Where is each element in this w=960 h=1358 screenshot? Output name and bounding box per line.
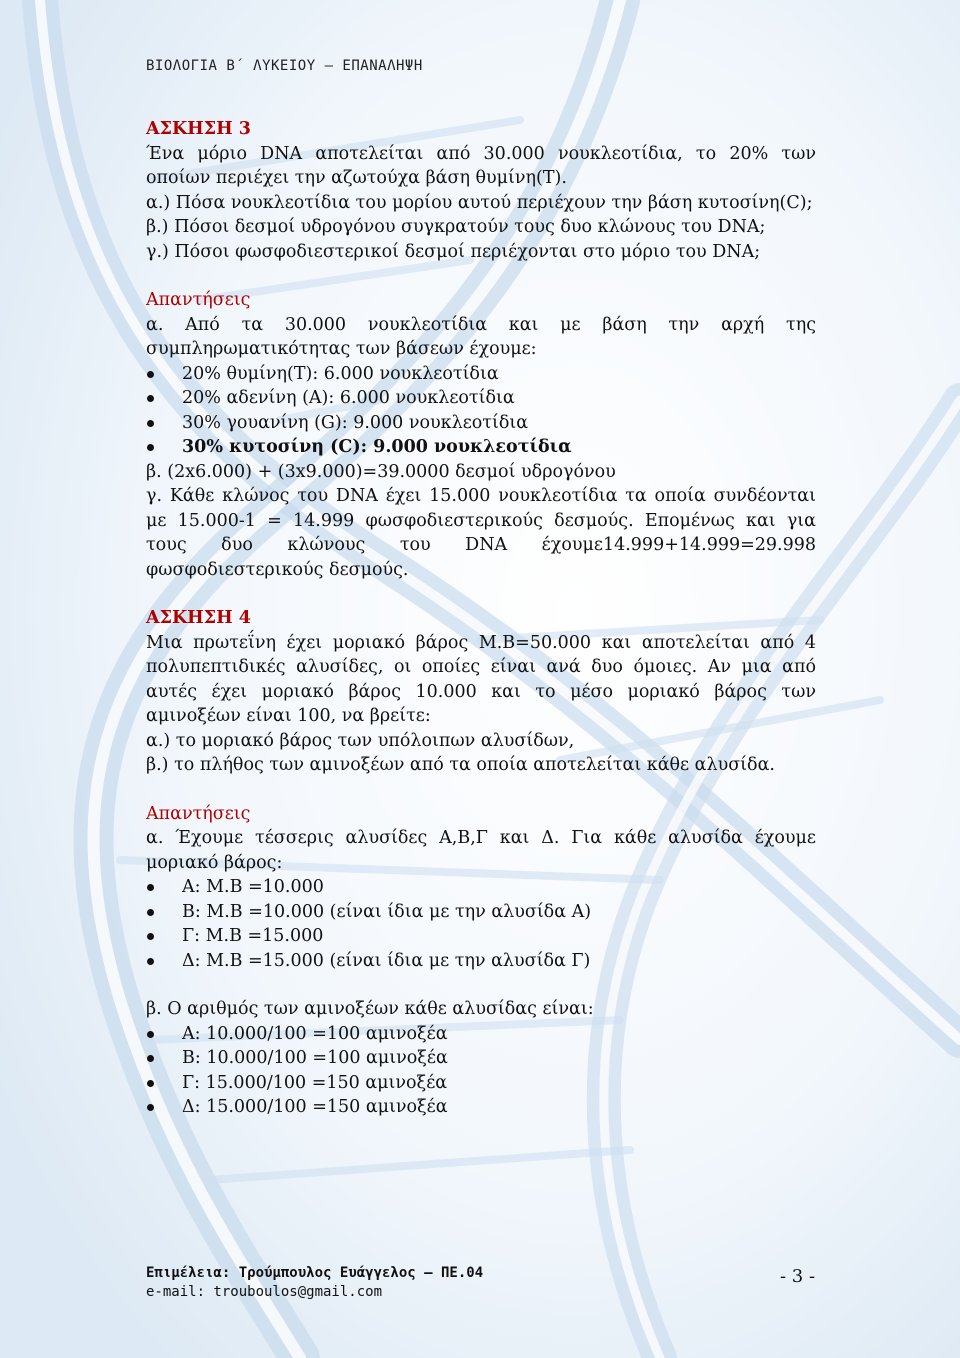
list-item: Α: 10.000/100 =100 αμινοξέα [146, 1022, 816, 1047]
exercise-4-question-a: α.) το μοριακό βάρος των υπόλοιπων αλυσίδων, [146, 730, 575, 751]
document-content [146, 117, 816, 1120]
exercise-4-intro: Μια πρωτεΐνη έχει μοριακό βάρος Μ.Β=50.000 και αποτελείται από 4 πολυπεπτιδικές αλυσίδες, οι οποίες είναι ανά δυο όμοιες. Αν μια από αυτές έχει μοριακό βάρος 10.000 και το μέσο μοριακό βάρος των αμινοξέων είναι 100, να βρείτε: [146, 632, 816, 726]
list-item: Γ: 15.000/100 =150 αμινοξέα [146, 1071, 816, 1096]
exercise-4-answer-b: β. Ο αριθμός των αμινοξέων κάθε αλυσίδας είναι: [146, 999, 594, 1019]
exercise-3-question-a: α.) Πόσα νουκλεοτίδια του μορίου αυτού περιέχουν την βάση κυτοσίνη(C); [146, 192, 813, 213]
list-item: 20% αδενίνη (Α): 6.000 νουκλεοτίδια [146, 386, 816, 411]
exercise-3-answers-heading: Απαντήσεις [146, 290, 251, 310]
list-item: 20% θυμίνη(T): 6.000 νουκλεοτίδια [146, 362, 816, 387]
exercise-4 [146, 606, 816, 1120]
exercise-3-intro: Ένα μόριο DNA αποτελείται από 30.000 νουκλεοτίδια, το 20% των οποίων περιέχει την αζωτούχα βάση θυμίνη(Τ). [146, 143, 816, 188]
page-number: - 3 - [780, 1266, 816, 1287]
exercise-3-title: ΑΣΚΗΣΗ 3 [146, 119, 251, 139]
list-item: Α: Μ.Β =10.000 [146, 875, 816, 900]
footer-author: Επιμέλεια: Τρούμπουλος Ευάγγελος – ΠΕ.04 [146, 1265, 484, 1281]
exercise-3 [146, 117, 816, 582]
list-item: Β: 10.000/100 =100 αμινοξέα [146, 1046, 816, 1071]
page-footer [146, 1264, 483, 1302]
exercise-4-answer-a: α. Έχουμε τέσσερις αλυσίδες Α,Β,Γ και Δ. Για κάθε αλυσίδα έχουμε μοριακό βάρος: [146, 828, 816, 873]
amino-count-list [146, 1022, 816, 1120]
list-item: Γ: Μ.Β =15.000 [146, 924, 816, 949]
exercise-3-question-c: γ.) Πόσοι φωσφοδιεστερικοί δεσμοί περιέχονται στο μόριο του DNA; [146, 241, 761, 262]
exercise-3-answer-b: β. (2x6.000) + (3x9.000)=39.0000 δεσμοί υδρογόνου [146, 461, 616, 482]
page-header: ΒΙΟΛΟΓΙΑ Β΄ ΛΥΚΕΙΟΥ – ΕΠΑΝΑΛΗΨΗ [146, 58, 423, 74]
exercise-4-question-b: β.) το πλήθος των αμινοξέων από τα οποία αποτελείται κάθε αλυσίδα. [146, 755, 775, 775]
list-item: Δ: 15.000/100 =150 αμινοξέα [146, 1095, 816, 1120]
footer-email: e-mail: trouboulos@gmail.com [146, 1284, 383, 1300]
list-item: 30% κυτοσίνη (C): 9.000 νουκλεοτίδια [146, 435, 816, 460]
weight-list [146, 875, 816, 973]
list-item: Δ: Μ.Β =15.000 (είναι ίδια με την αλυσίδα Γ) [146, 949, 816, 974]
exercise-4-answers-heading: Απαντήσεις [146, 803, 251, 824]
exercise-3-answer-a: α. Από τα 30.000 νουκλεοτίδια και με βάση την αρχή της συμπληρωματικότητας των βάσεων έχουμε: [146, 314, 816, 359]
base-list [146, 362, 816, 460]
exercise-3-question-b: β.) Πόσοι δεσμοί υδρογόνου συγκρατούν τους δυο κλώνους του DNA; [146, 217, 766, 237]
list-item: Β: Μ.Β =10.000 (είναι ίδια με την αλυσίδα Α) [146, 900, 816, 925]
list-item: 30% γουανίνη (G): 9.000 νουκλεοτίδια [146, 411, 816, 436]
exercise-3-answer-c: γ. Κάθε κλώνος του DNA έχει 15.000 νουκλεοτίδια τα οποία συνδέονται με 15.000-1 = 14.999 φωσφοδιεστερικούς δεσμούς. Επομένως και για τους δυο κλώνους του DNA έχουμε14.999+14.999=29.998 φωσφοδιεστερικούς δεσμούς. [146, 486, 816, 580]
exercise-4-title: ΑΣΚΗΣΗ 4 [146, 608, 251, 628]
